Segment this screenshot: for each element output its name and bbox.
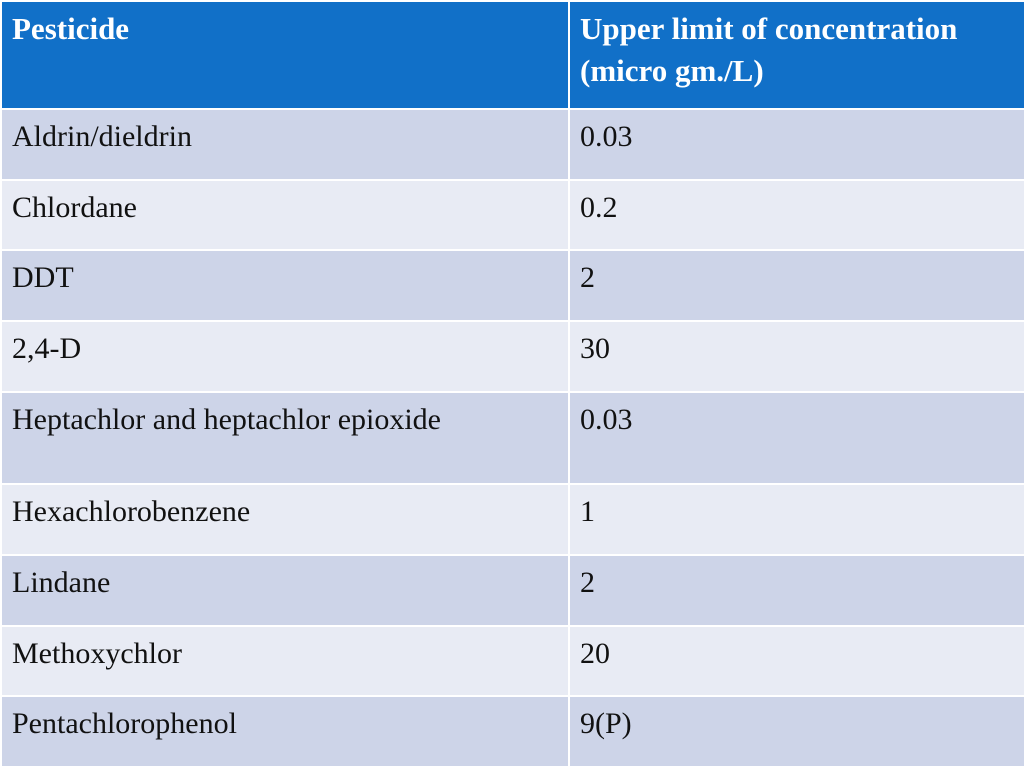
limit-cell: 20 xyxy=(569,626,1024,697)
table-row xyxy=(1,484,1024,555)
limit-cell: 0.03 xyxy=(569,109,1024,180)
limit-cell: 1 xyxy=(569,484,1024,555)
pesticide-cell: 2,4-D xyxy=(1,321,569,392)
pesticide-cell: Aldrin/dieldrin xyxy=(1,109,569,180)
table-row xyxy=(1,392,1024,485)
pesticide-cell: Methoxychlor xyxy=(1,626,569,697)
table-row xyxy=(1,696,1024,767)
table-body xyxy=(1,109,1024,767)
pesticide-cell: DDT xyxy=(1,250,569,321)
table-row xyxy=(1,180,1024,251)
limit-cell: 2 xyxy=(569,250,1024,321)
limit-cell: 9(P) xyxy=(569,696,1024,767)
limit-cell: 2 xyxy=(569,555,1024,626)
pesticide-cell: Chlordane xyxy=(1,180,569,251)
table-row xyxy=(1,555,1024,626)
pesticide-cell: Heptachlor and heptachlor epioxide xyxy=(1,392,569,485)
table-header xyxy=(1,1,1024,109)
pesticide-cell: Hexachlorobenzene xyxy=(1,484,569,555)
limit-cell: 0.2 xyxy=(569,180,1024,251)
header-pesticide: Pesticide xyxy=(1,1,569,109)
table-row xyxy=(1,321,1024,392)
table-row xyxy=(1,626,1024,697)
pesticide-cell: Lindane xyxy=(1,555,569,626)
table-row xyxy=(1,250,1024,321)
table-row xyxy=(1,109,1024,180)
header-upper-limit: Upper limit of concentration (micro gm./L) xyxy=(569,1,1024,109)
limit-cell: 0.03 xyxy=(569,392,1024,485)
limit-cell: 30 xyxy=(569,321,1024,392)
pesticide-cell: Pentachlorophenol xyxy=(1,696,569,767)
header-row xyxy=(1,1,1024,109)
